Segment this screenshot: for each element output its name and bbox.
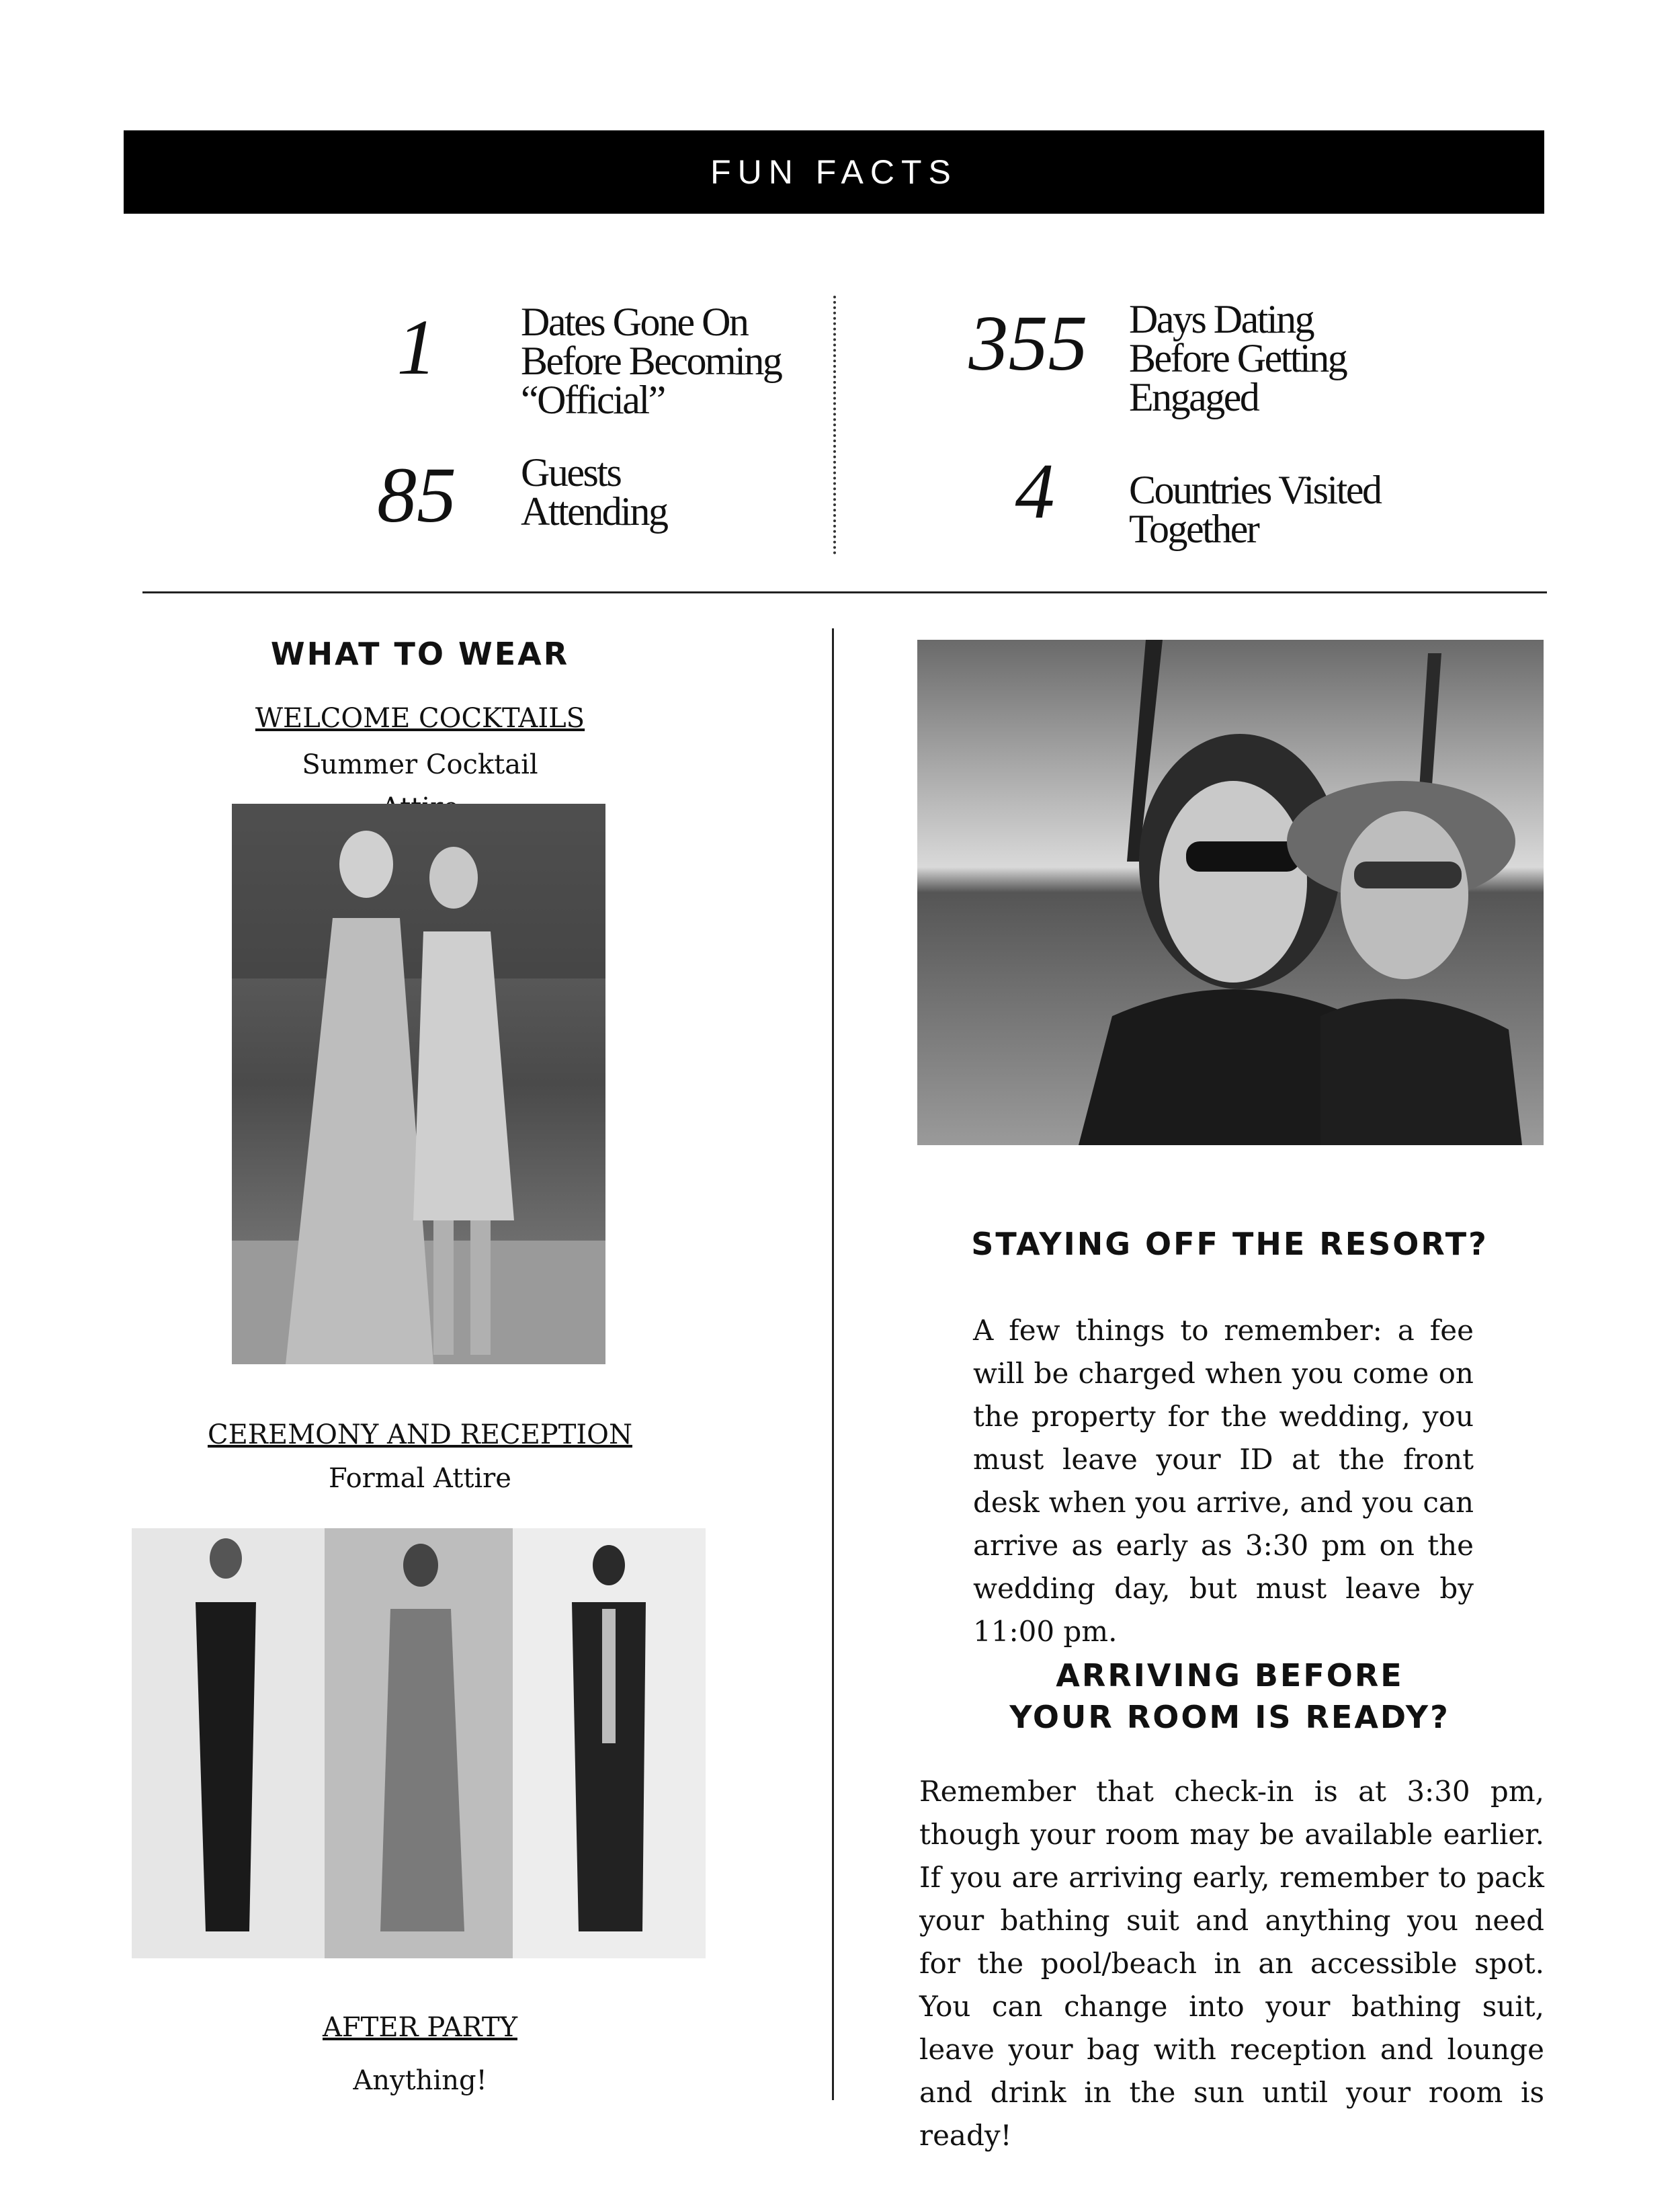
fact-label-dates — [521, 300, 816, 422]
fact-label-line: Days Dating — [1129, 297, 1314, 341]
welcome-cocktails-title: WELCOME COCKTAILS — [255, 703, 585, 734]
arriving-early-body: Remember that check-in is at 3:30 pm, though your room may be available earlier. If you are arriving early, remember to pack your bathing suit and anything you need for the pool/beach in an accessible spot. You can change into your bathing suit, leave your bag with reception and lounge and drink in the sun until your room is ready! — [919, 1775, 1544, 2152]
heading-line: ARRIVING BEFORE — [1056, 1657, 1404, 1694]
fact-label-countries — [1129, 468, 1452, 551]
fun-facts-banner — [124, 130, 1544, 214]
formal-attire-photo — [132, 1528, 706, 1958]
fact-label-line: Engaged — [1129, 375, 1259, 419]
fact-number-countries: 4 — [1015, 447, 1055, 535]
fact-label-line: Countries Visited — [1129, 468, 1381, 512]
after-party-title: AFTER PARTY — [323, 2012, 517, 2043]
fact-label-line: “Official” — [521, 378, 665, 422]
fact-label-line: Before Getting — [1129, 336, 1347, 380]
column-divider — [832, 628, 834, 2100]
fact-label-line: Together — [1129, 507, 1259, 551]
cocktail-attire-photo — [232, 804, 605, 1364]
staying-off-resort-body: A few things to remember: a fee will be charged when you come on the property for the wedding, you must leave your ID at the front desk when you arrive, and you can arrive as early as 3:30 pm on the wedding day, but must leave by 11:00 pm. — [973, 1314, 1474, 1648]
fact-label-line: Before Becoming — [521, 339, 782, 383]
facts-dotted-divider — [833, 296, 836, 554]
fact-label-line: Attending — [521, 489, 667, 534]
fact-number-dates: 1 — [396, 303, 437, 391]
fact-label-guests — [521, 450, 816, 534]
fact-number-days: 355 — [968, 299, 1088, 387]
banner-title: FUN FACTS — [710, 153, 958, 191]
staying-off-resort-heading: STAYING OFF THE RESORT? — [971, 1226, 1488, 1262]
fact-label-line: Guests — [521, 450, 621, 495]
arriving-early-heading — [914, 1655, 1546, 1738]
ceremony-reception-title: CEREMONY AND RECEPTION — [208, 1419, 632, 1450]
ceremony-reception-attire: Formal Attire — [329, 1463, 511, 1494]
fact-number-guests: 85 — [377, 451, 456, 539]
fact-label-line: Dates Gone On — [521, 300, 748, 344]
heading-line: YOUR ROOM IS READY? — [1009, 1699, 1450, 1735]
couple-beach-photo — [917, 640, 1544, 1145]
after-party-attire: Anything! — [353, 2065, 487, 2096]
horizontal-rule — [142, 591, 1547, 593]
attire-line: Summer Cocktail — [302, 749, 538, 780]
what-to-wear-heading: WHAT TO WEAR — [270, 636, 570, 672]
fact-label-days — [1129, 297, 1425, 419]
